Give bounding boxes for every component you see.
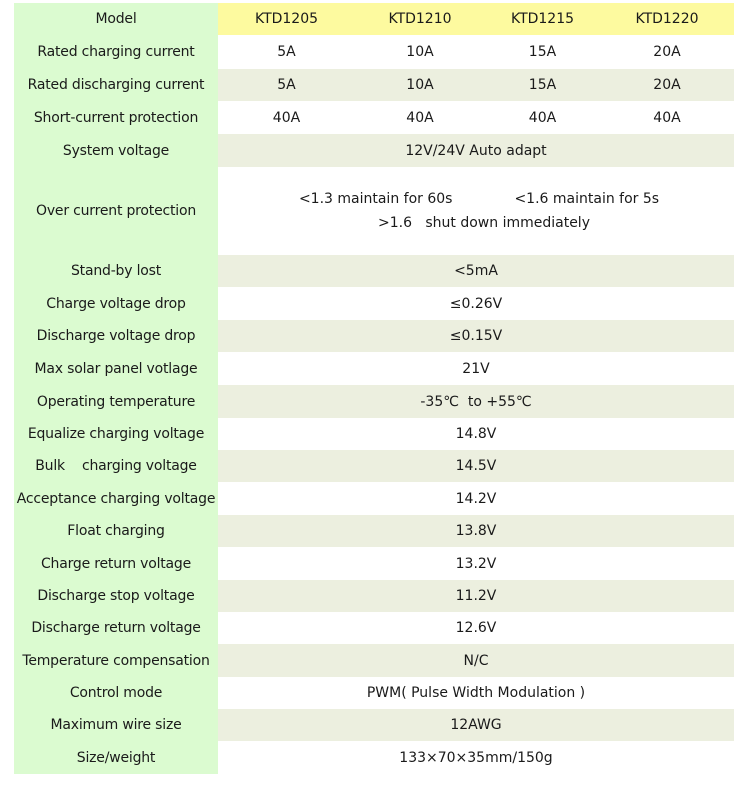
model-header: KTD1205 bbox=[254, 11, 319, 27]
row-label: Over current protection bbox=[14, 167, 218, 255]
row-label: Operating temperature bbox=[14, 385, 218, 418]
row-label: Stand-by lost bbox=[14, 255, 218, 287]
row-label: Discharge return voltage bbox=[14, 612, 218, 644]
header-label: Model bbox=[14, 3, 218, 35]
cell-value: 5A bbox=[277, 77, 296, 93]
row-label: System voltage bbox=[14, 134, 218, 167]
cell-value: <5mA bbox=[454, 263, 498, 279]
table-row bbox=[14, 450, 734, 482]
row-label: Charge voltage drop bbox=[14, 287, 218, 320]
row-label: Rated charging current bbox=[14, 35, 218, 69]
table-row bbox=[14, 167, 734, 255]
table-row bbox=[14, 418, 734, 450]
cell-value: 15A bbox=[528, 77, 557, 93]
cell-value: 133×70×35mm/150g bbox=[399, 749, 553, 766]
cell-value: 10A bbox=[406, 77, 434, 93]
cell-value: N/C bbox=[463, 652, 489, 669]
table-row bbox=[14, 677, 734, 709]
model-header: KTD1215 bbox=[510, 11, 575, 27]
cell-value: 15A bbox=[528, 44, 557, 60]
table-row bbox=[14, 134, 734, 167]
cell-value: 14.2V bbox=[455, 490, 497, 507]
cell-value: 14.8V bbox=[455, 426, 497, 442]
cell-value: 20A bbox=[653, 44, 681, 60]
cell-value: 12.6V bbox=[455, 620, 497, 636]
row-label: Size/weight bbox=[14, 741, 218, 774]
cell-value: <1.3 maintain for 60s bbox=[298, 191, 453, 207]
table-row bbox=[14, 644, 734, 677]
row-label: Float charging bbox=[14, 515, 218, 547]
model-header: KTD1210 bbox=[388, 11, 452, 27]
cell-value: 40A bbox=[528, 109, 557, 126]
cell-value: 13.8V bbox=[455, 523, 497, 539]
cell-value: PWM( Pulse Width Modulation ) bbox=[366, 685, 586, 701]
cell-value: 40A bbox=[272, 109, 301, 126]
cell-value: -35℃ to +55℃ bbox=[420, 393, 532, 410]
row-label: Control mode bbox=[14, 677, 218, 709]
cell-value: ≤0.26V bbox=[449, 295, 503, 312]
table-row bbox=[14, 69, 734, 101]
row-label: Equalize charging voltage bbox=[14, 418, 218, 450]
cell-value: <1.6 maintain for 5s bbox=[514, 191, 660, 207]
model-header: KTD1220 bbox=[635, 11, 699, 27]
table-row bbox=[14, 482, 734, 515]
cell-value: 11.2V bbox=[455, 588, 497, 604]
row-label: Discharge voltage drop bbox=[14, 320, 218, 352]
table-row bbox=[14, 741, 734, 774]
row-label: Charge return voltage bbox=[14, 547, 218, 580]
row-label: Discharge stop voltage bbox=[14, 580, 218, 612]
table-row bbox=[14, 287, 734, 320]
row-label: Short-current protection bbox=[14, 101, 218, 134]
cell-value: 13.2V bbox=[455, 555, 497, 572]
row-label: Max solar panel votlage bbox=[14, 352, 218, 385]
cell-value: 14.5V bbox=[455, 458, 497, 474]
table-row bbox=[14, 35, 734, 69]
cell-value: 21V bbox=[462, 360, 490, 377]
table-row bbox=[14, 547, 734, 580]
table-row bbox=[14, 709, 734, 741]
table-row bbox=[14, 101, 734, 134]
row-label: Temperature compensation bbox=[14, 644, 218, 677]
row-label: Rated discharging current bbox=[14, 69, 218, 101]
table-row bbox=[14, 612, 734, 644]
cell-value: 12AWG bbox=[450, 717, 502, 733]
cell-value: 40A bbox=[653, 109, 681, 126]
header-row bbox=[14, 3, 734, 35]
table-row bbox=[14, 352, 734, 385]
cell-value: 10A bbox=[406, 44, 434, 60]
cell-value: >1.6 shut down immediately bbox=[378, 215, 590, 231]
row-label: Acceptance charging voltage bbox=[14, 482, 218, 515]
row-label: Bulk charging voltage bbox=[14, 450, 218, 482]
table-row bbox=[14, 580, 734, 612]
cell-value: 12V/24V Auto adapt bbox=[405, 142, 547, 159]
row-label: Maximum wire size bbox=[14, 709, 218, 741]
over-current-values bbox=[218, 167, 734, 255]
spec-table bbox=[14, 3, 734, 774]
cell-value: 40A bbox=[406, 109, 434, 126]
cell-value: 20A bbox=[653, 77, 681, 93]
cell-value: ≤0.15V bbox=[449, 328, 503, 344]
cell-value: 5A bbox=[277, 44, 296, 60]
table-row bbox=[14, 320, 734, 352]
table-row bbox=[14, 515, 734, 547]
table-row bbox=[14, 255, 734, 287]
table-row bbox=[14, 385, 734, 418]
